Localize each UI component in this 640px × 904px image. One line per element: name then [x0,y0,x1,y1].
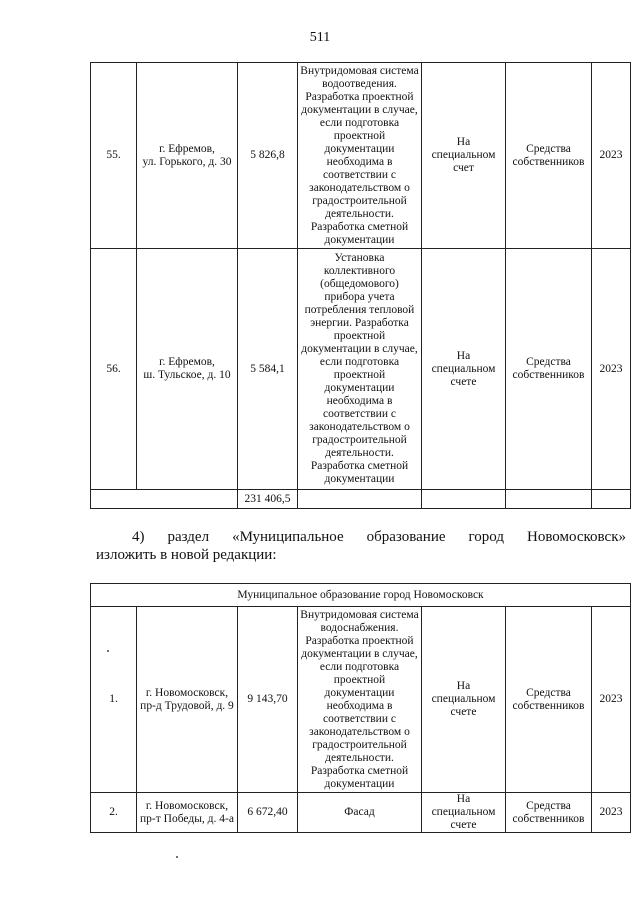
row-account: На специальном счет [422,63,506,249]
paragraph-line-2: изложить в новой редакции: [96,547,277,563]
row-source: Средства собственников [506,607,592,793]
table-top [90,62,631,509]
total-value: 231 406,5 [238,490,298,509]
row-cost: 6 672,40 [238,793,298,833]
row-work: Внутридомовая система водоснабжения. Разработка проектной документации в случае, если подготовка проектной документации необходима в соответствии с законодательством о градостроительной деятельности. Разработка сметной документации [298,607,422,793]
row-cost: 5 826,8 [238,63,298,249]
row-source: Средства собственников [506,63,592,249]
scan-speck [176,856,178,858]
row-source: Средства собственников [506,249,592,490]
total-empty-cell [506,490,592,509]
table-row [91,793,631,833]
row-year: 2023 [592,63,631,249]
row-number: 2. [91,793,137,833]
paragraph-line-1: 4) раздел «Муниципальное образование город Новомосковск» [132,529,626,545]
total-empty-cell [592,490,631,509]
table-row [91,249,631,490]
row-account: На специальном счете [422,793,506,833]
row-number: 55. [91,63,137,249]
row-source: Средства собственников [506,793,592,833]
row-address: г. Новомосковск, пр-т Победы, д. 4-а [137,793,238,833]
row-cost: 9 143,70 [238,607,298,793]
table-bottom [90,583,631,833]
row-address: г. Новомосковск, пр-д Трудовой, д. 9 [137,607,238,793]
row-number: 56. [91,249,137,490]
scan-speck [107,650,109,652]
table-row [91,63,631,249]
row-work: Установка коллективного (общедомового) прибора учета потребления тепловой энергии. Разработка проектной документации в случае, если подготовка проектной документации необходима в соответствии с законодательством о градостроительной деятельности. Разработка сметной документации [298,249,422,490]
total-row [91,490,631,509]
page-number: 511 [309,30,331,45]
total-empty-cell [422,490,506,509]
total-empty-cell [298,490,422,509]
section-header: Муниципальное образование город Новомосковск [91,584,631,607]
row-address: г. Ефремов, ул. Горького, д. 30 [137,63,238,249]
row-work: Внутридомовая система водоотведения. Разработка проектной документации в случае, если подготовка проектной документации необходима в соответствии с законодательством о градостроительной деятельности. Разработка сметной документации [298,63,422,249]
row-year: 2023 [592,607,631,793]
row-cost: 5 584,1 [238,249,298,490]
row-year: 2023 [592,249,631,490]
row-account: На специальном счете [422,607,506,793]
table-header-row [91,584,631,607]
row-number: 1. [91,607,137,793]
row-account: На специальном счете [422,249,506,490]
total-empty-cell [91,490,238,509]
row-work: Фасад [298,793,422,833]
row-address: г. Ефремов, ш. Тульское, д. 10 [137,249,238,490]
row-year: 2023 [592,793,631,833]
amendment-paragraph [96,528,626,564]
table-row [91,607,631,793]
